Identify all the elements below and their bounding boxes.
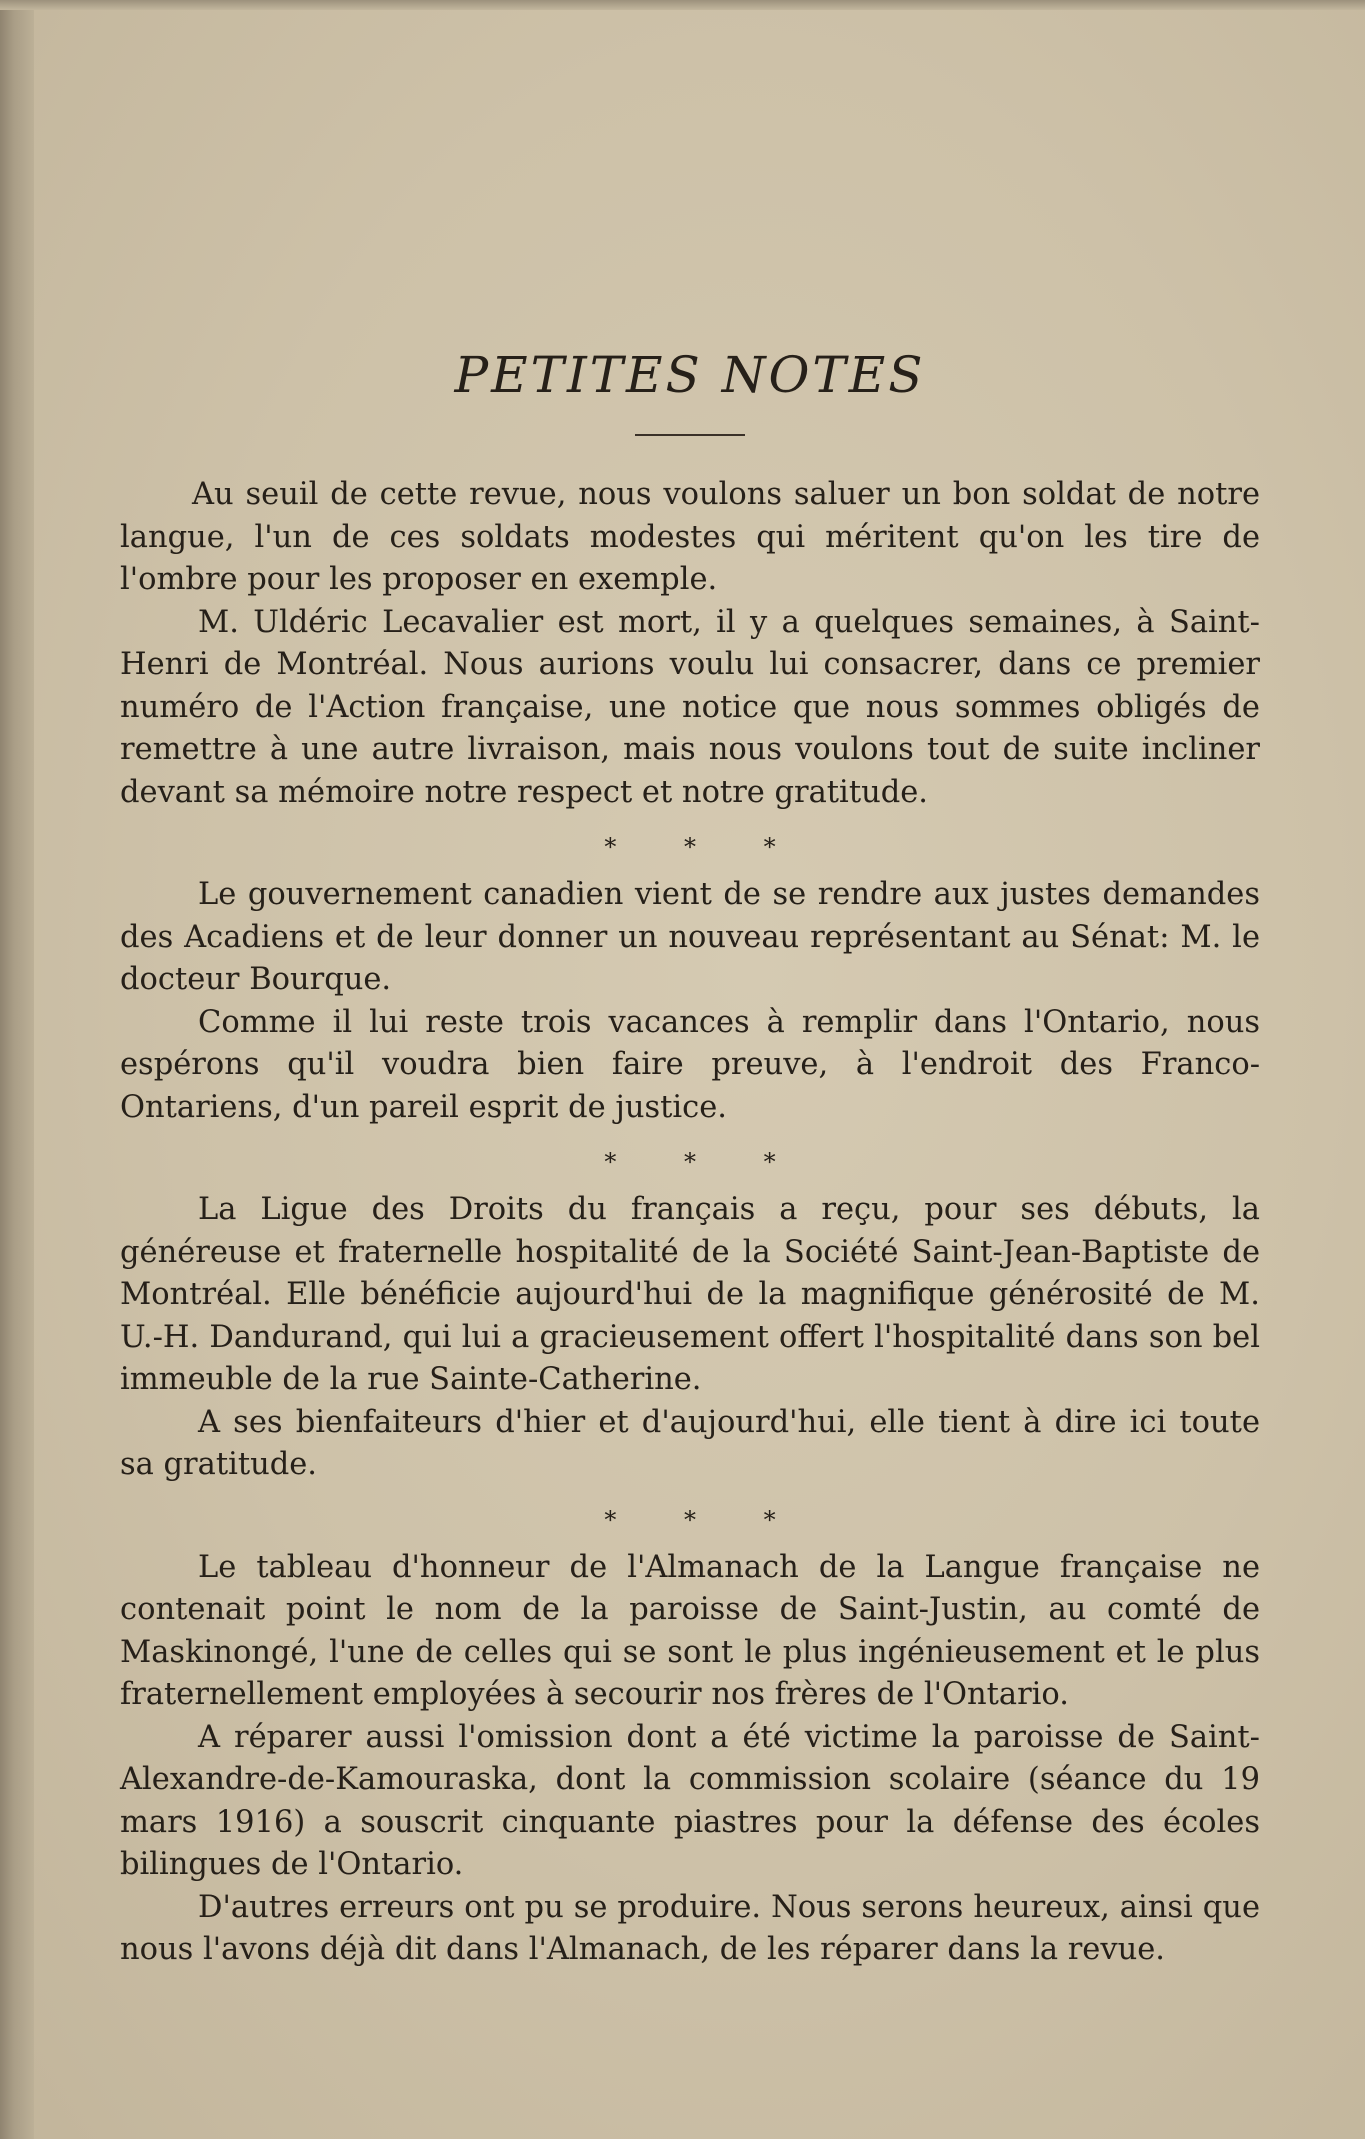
- paragraph-ontario-vacances: Comme il lui reste trois vacances à remplir dans l'Ontario, nous espérons qu'il voudra bien faire preuve, à l'endroit des Franco-Ontariens, d'un pareil esprit de justice.: [120, 1004, 1260, 1125]
- paragraph-lecavalier: M. Uldéric Lecavalier est mort, il y a quelques semaines, à Saint-Henri de Montréal. Nous aurions voulu lui consacrer, dans ce premier numéro de l'Action française, une notice que nous sommes obligés de remettre à une autre livraison, mais nous voulons tout de suite incliner devant sa mémoire notre respect et notre gratitude.: [120, 604, 1260, 810]
- page-binding-edge: [0, 0, 34, 2139]
- paragraph-autres-erreurs: D'autres erreurs ont pu se produire. Nous serons heureux, ainsi que nous l'avons déjà dit dans l'Almanach, de les réparer dans la revue.: [120, 1889, 1260, 1967]
- section-separator: * * *: [604, 833, 806, 861]
- section-separator: * * *: [604, 1148, 806, 1176]
- paragraph-bienfaiteurs: A ses bienfaiteurs d'hier et d'aujourd'hui, elle tient à dire ici toute sa gratitude.: [120, 1404, 1260, 1482]
- paragraph-soldier-intro: Au seuil de cette revue, nous voulons saluer un bon soldat de notre langue, l'un de ces soldats modestes qui méritent qu'on les tire de l'ombre pour les proposer en exemple.: [120, 477, 1260, 597]
- article-body: [120, 340, 1260, 1972]
- paragraph-almanach-honneur: Le tableau d'honneur de l'Almanach de la Langue française ne contenait point le nom de la paroisse de Saint-Justin, au comté de Maskinongé, l'une de celles qui se sont le plus ingénieusement et le plus fraternellement employées à secourir nos frères de l'Ontario.: [120, 1549, 1260, 1712]
- title-rule: [635, 434, 745, 436]
- paragraph-ligue-droits: La Ligue des Droits du français a reçu, pour ses débuts, la généreuse et fraternelle hospitalité de la Société Saint-Jean-Baptiste de Montréal. Elle bénéficie aujourd'hui de la magnifique générosité de M. U.-H. Dandurand, qui lui a gracieusement offert l'hospitalité dans son bel immeuble de la rue Sainte-Catherine.: [120, 1192, 1260, 1397]
- paragraph-acadiens: Le gouvernement canadien vient de se rendre aux justes demandes des Acadiens et de leur donner un nouveau représentant au Sénat: M. le docteur Bourque.: [120, 877, 1260, 997]
- section-separator: * * *: [604, 1505, 806, 1534]
- page-title: PETITES NOTES: [454, 346, 926, 404]
- paragraph-kamouraska: A réparer aussi l'omission dont a été victime la paroisse de Saint-Alexandre-de-Kamouraska, dont la commission scolaire (séance du 19 mars 1916) a souscrit cinquante piastres pour la défense des écoles bilingues de l'Ontario.: [120, 1719, 1260, 1882]
- page-top-edge: [0, 0, 1365, 10]
